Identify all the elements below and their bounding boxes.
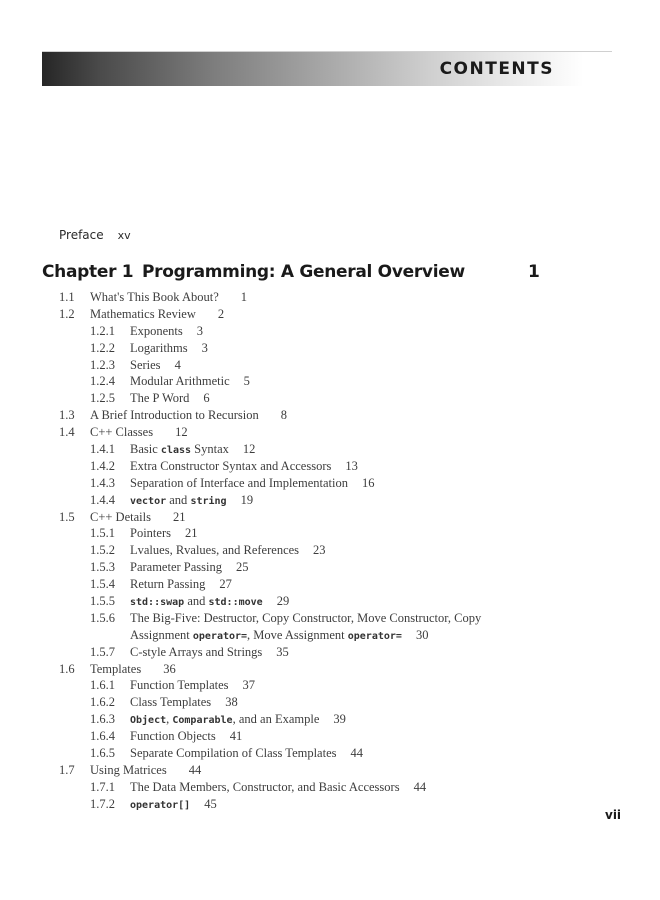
toc-entry[interactable] xyxy=(0,796,660,813)
code-keyword: std::move xyxy=(208,597,263,609)
chapter-title: Programming: A General Overview xyxy=(142,262,465,282)
page-number: 12 xyxy=(175,425,188,440)
code-keyword: operator[] xyxy=(130,799,191,811)
code-keyword: class xyxy=(160,445,192,457)
section-number: 1.4.4 xyxy=(90,492,115,507)
section-title: and xyxy=(166,492,191,507)
page-number: 35 xyxy=(276,644,289,659)
page-number: 19 xyxy=(240,492,254,507)
page-number: 38 xyxy=(225,695,238,710)
toc-entry[interactable] xyxy=(0,306,660,323)
section-number: 1.6.4 xyxy=(90,729,115,744)
page-number: 41 xyxy=(229,729,243,744)
section-number: 1.4.1 xyxy=(90,442,115,457)
section-number: 1.3 xyxy=(59,408,75,423)
section-title: What's This Book About? xyxy=(90,290,219,304)
section-number: 1.6.2 xyxy=(90,695,115,710)
toc-entry[interactable] xyxy=(0,677,660,694)
code-keyword: operator= xyxy=(347,630,402,642)
section-title: Extra Constructor Syntax and Accessors xyxy=(130,458,332,473)
code-keyword: operator= xyxy=(192,630,248,642)
toc-entry-preface[interactable] xyxy=(59,228,131,242)
toc-entry[interactable] xyxy=(0,340,660,357)
toc-entry[interactable] xyxy=(0,323,660,340)
preface-label: Preface xyxy=(59,228,104,242)
section-number: 1.6.1 xyxy=(90,678,115,693)
page-number: 23 xyxy=(313,543,326,558)
section-number: 1.5.4 xyxy=(90,577,115,592)
section-title: Separate Compilation of Class Templates xyxy=(130,746,337,761)
section-title: C++ Classes xyxy=(90,425,154,440)
section-number: 1.1 xyxy=(59,290,75,304)
section-title: Syntax xyxy=(191,442,229,457)
page-number: 3 xyxy=(201,340,208,355)
toc-entry[interactable] xyxy=(0,711,660,728)
toc-entry[interactable] xyxy=(0,289,660,306)
page-number: 27 xyxy=(219,577,232,592)
section-number: 1.7.2 xyxy=(90,796,115,811)
page-number: 29 xyxy=(276,594,290,609)
section-title: and xyxy=(184,594,209,609)
page-number: 8 xyxy=(280,408,287,423)
page-number: 16 xyxy=(361,475,375,490)
section-title: Function Templates xyxy=(130,678,229,693)
section-number: 1.5.1 xyxy=(90,526,115,541)
section-number: 1.5 xyxy=(59,509,75,524)
section-title: Logarithms xyxy=(130,340,188,355)
section-title: A Brief Introduction to Recursion xyxy=(90,408,259,423)
section-number: 1.5.6 xyxy=(90,610,115,625)
section-number: 1.2.1 xyxy=(90,323,115,338)
page-number: 44 xyxy=(188,762,202,777)
page-number: 25 xyxy=(236,560,249,575)
section-title: Return Passing xyxy=(130,577,206,592)
section-title: Exponents xyxy=(130,323,183,338)
page-number: 3 xyxy=(196,323,204,338)
code-keyword: Comparable xyxy=(172,715,233,727)
section-number: 1.2.2 xyxy=(90,340,115,355)
toc-entry[interactable] xyxy=(0,559,660,576)
section-number: 1.4.2 xyxy=(90,458,115,473)
toc-entry[interactable] xyxy=(0,728,660,745)
toc-entry[interactable] xyxy=(0,593,660,610)
section-number: 1.2.5 xyxy=(90,391,115,406)
page-number: xv xyxy=(117,229,131,242)
section-number: 1.5.2 xyxy=(90,543,115,558)
page-number: 4 xyxy=(174,357,181,372)
section-number: 1.4 xyxy=(59,425,75,440)
section-title: Separation of Interface and Implementation xyxy=(130,475,348,490)
toc-entry[interactable] xyxy=(0,373,660,390)
page-number: 2 xyxy=(217,306,225,321)
toc-entry[interactable] xyxy=(0,762,660,779)
section-title: Basic xyxy=(130,442,161,457)
page-number: 37 xyxy=(242,678,256,693)
toc-entry[interactable] xyxy=(0,441,660,458)
toc-entry[interactable] xyxy=(0,644,660,661)
toc-entry[interactable] xyxy=(0,424,660,441)
section-title: , and an Example xyxy=(232,712,320,727)
section-title: Class Templates xyxy=(130,695,212,710)
section-title: Mathematics Review xyxy=(90,306,196,321)
page-number: 36 xyxy=(163,661,176,676)
section-title: The Big-Five: Destructor, Copy Constructor, Move Constructor, Copy xyxy=(130,610,482,625)
section-title: Using Matrices xyxy=(90,762,167,777)
page-folio: vii xyxy=(605,808,622,822)
page-number: 1 xyxy=(240,290,248,304)
page-number: 44 xyxy=(350,746,363,761)
toc-entry[interactable] xyxy=(0,610,660,627)
section-title: , xyxy=(166,712,173,727)
toc-entry[interactable] xyxy=(0,542,660,559)
page-number: 6 xyxy=(203,391,210,406)
section-number: 1.2 xyxy=(59,306,75,321)
chapter-number: Chapter 1 xyxy=(42,262,134,282)
page-number: 12 xyxy=(242,442,256,457)
page-title: CONTENTS xyxy=(439,59,554,79)
toc-entry-continuation[interactable] xyxy=(0,627,660,644)
toc-entry[interactable] xyxy=(0,745,660,762)
toc-list xyxy=(0,289,660,813)
section-title: Pointers xyxy=(130,526,171,541)
toc-entry[interactable] xyxy=(0,407,660,424)
section-title: C++ Details xyxy=(90,509,151,524)
page-number: 45 xyxy=(204,796,217,811)
section-number: 1.7.1 xyxy=(90,779,115,794)
toc-entry[interactable] xyxy=(0,509,660,526)
toc-entry[interactable] xyxy=(0,525,660,542)
section-title: The Data Members, Constructor, and Basic Accessors xyxy=(130,779,400,794)
section-title: Templates xyxy=(90,661,142,676)
toc-entry[interactable] xyxy=(0,492,660,509)
section-number: 1.6.5 xyxy=(90,746,115,761)
page-number: 21 xyxy=(172,509,186,524)
toc-entry[interactable] xyxy=(0,576,660,593)
section-title: Series xyxy=(130,357,161,372)
section-number: 1.5.3 xyxy=(90,560,115,575)
section-number: 1.2.3 xyxy=(90,357,115,372)
contents-banner xyxy=(42,51,612,86)
toc-entry[interactable] xyxy=(0,661,660,678)
section-number: 1.7 xyxy=(59,762,75,777)
code-keyword: string xyxy=(190,495,227,507)
section-number: 1.4.3 xyxy=(90,475,115,490)
page-number: 5 xyxy=(243,374,250,389)
toc-entry[interactable] xyxy=(0,390,660,407)
section-title: Lvalues, Rvalues, and References xyxy=(130,543,300,558)
toc-entry[interactable] xyxy=(0,357,660,374)
chapter-page: 1 xyxy=(528,262,540,282)
section-number: 1.5.7 xyxy=(90,644,115,659)
code-keyword: Object xyxy=(130,715,167,727)
section-title: Parameter Passing xyxy=(130,560,222,575)
toc-entry[interactable] xyxy=(0,694,660,711)
page-number: 39 xyxy=(333,712,346,727)
code-keyword: vector xyxy=(130,495,167,507)
chapter-heading[interactable] xyxy=(42,262,540,282)
section-number: 1.6 xyxy=(59,661,75,676)
code-keyword: std::swap xyxy=(130,597,185,609)
toc-entry[interactable] xyxy=(0,779,660,796)
page-number: 21 xyxy=(184,526,198,541)
section-title: , Move Assignment xyxy=(247,627,348,642)
section-number: 1.2.4 xyxy=(90,374,115,389)
page-number: 30 xyxy=(415,627,429,642)
section-number: 1.6.3 xyxy=(90,712,115,727)
section-title: Assignment xyxy=(130,627,193,642)
section-number: 1.5.5 xyxy=(90,594,115,609)
page-number: 44 xyxy=(413,779,427,794)
toc-entry[interactable] xyxy=(0,458,660,475)
section-title: Function Objects xyxy=(130,729,216,744)
toc-entry[interactable] xyxy=(0,475,660,492)
section-title: C-style Arrays and Strings xyxy=(130,644,263,659)
section-title: The P Word xyxy=(130,391,190,406)
page-number: 13 xyxy=(345,458,358,473)
section-title: Modular Arithmetic xyxy=(130,374,230,389)
